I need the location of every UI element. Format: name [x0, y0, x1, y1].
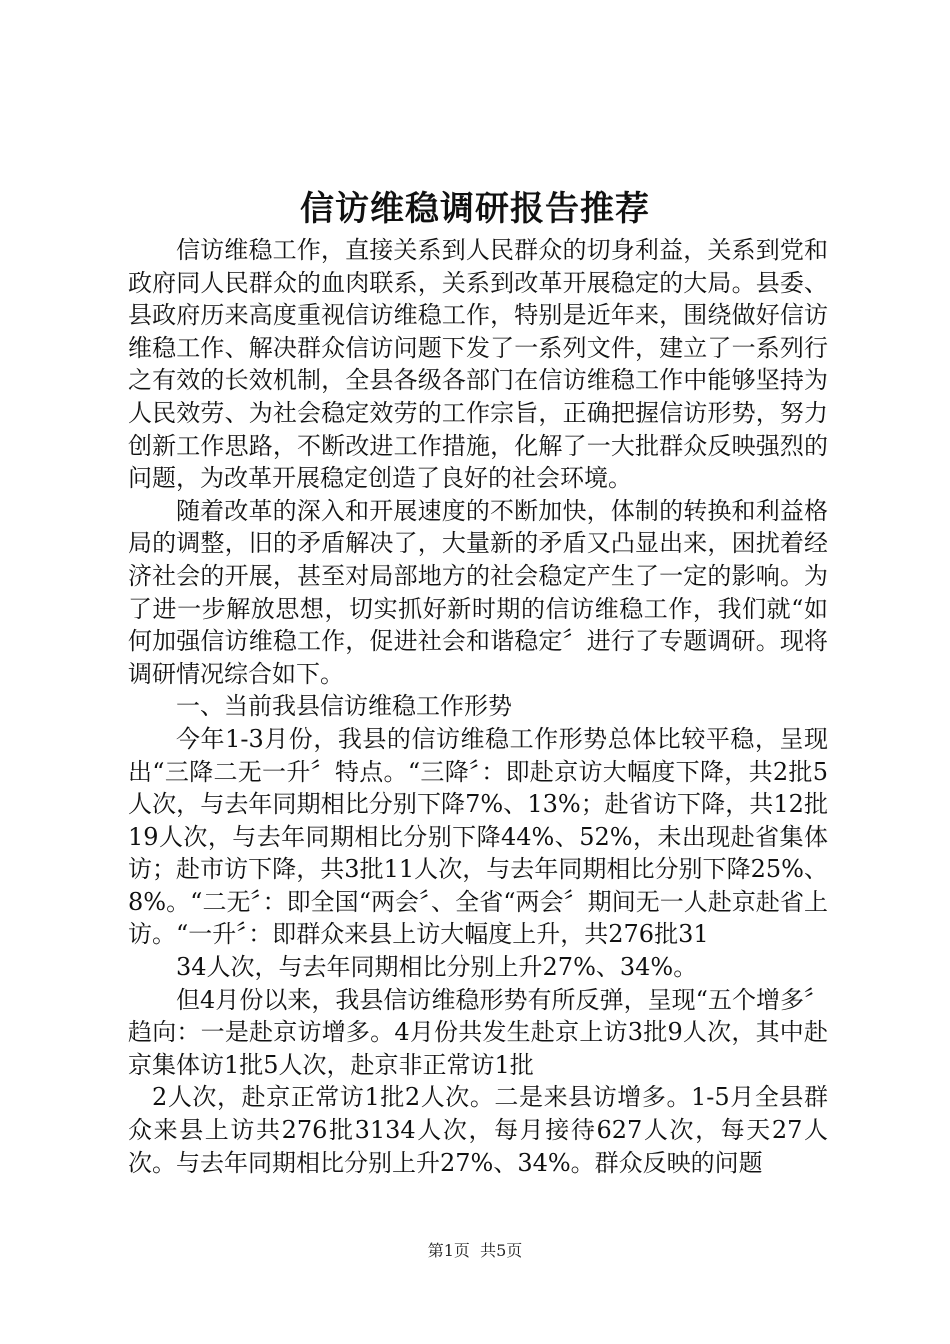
- paragraph-rebound-cont: 2人次，赴京正常访1批2人次。二是来县访增多。1-5月全县群众来县上访共276批3134人次，每月接待627人次，每天27人次。与去年同期相比分别上升27%、34%。群众反映的问题: [128, 1083, 828, 1177]
- document-body: [128, 234, 828, 1179]
- document-title: 信访维稳调研报告推荐: [300, 189, 650, 229]
- page-number: 第1页: [427, 1241, 470, 1260]
- section-heading-1: 一、当前我县信访维稳工作形势: [176, 692, 512, 721]
- paragraph-situation-cont: 34人次，与去年同期相比分别上升27%、34%。: [176, 953, 698, 982]
- paragraph-intro: 信访维稳工作，直接关系到人民群众的切身利益，关系到党和政府同人民群众的血肉联系，关系到改革开展稳定的大局。县委、县政府历来高度重视信访维稳工作，特别是近年来，围绕做好信访维稳工作、解决群众信访问题下发了一系列文件，建立了一系列行之有效的长效机制，全县各级各部门在信访维稳工作中能够坚持为人民效劳、为社会稳定效劳的工作宗旨，正确把握信访形势，努力创新工作思路，不断改进工作措施，化解了一大批群众反映强烈的问题，为改革开展稳定创造了良好的社会环境。: [128, 236, 828, 493]
- page-total: 共5页: [480, 1241, 523, 1260]
- paragraph-background: 随着改革的深入和开展速度的不断加快，体制的转换和利益格局的调整，旧的矛盾解决了，大量新的矛盾又凸显出来，困扰着经济社会的开展，甚至对局部地方的社会稳定产生了一定的影响。为了进一步解放思想，切实抓好新时期的信访维稳工作，我们就“如何加强信访维稳工作，促进社会和谐稳定〞进行了专题调研。现将调研情况综合如下。: [128, 496, 828, 688]
- paragraph-rebound: 但4月份以来，我县信访维稳形势有所反弹，呈现“五个增多〞趋向：一是赴京访增多。4月份共发生赴京上访3批9人次，其中赴京集体访1批5人次，赴京非正常访1批: [128, 985, 828, 1079]
- paragraph-situation: 今年1-3月份，我县的信访维稳工作形势总体比较平稳，呈现出“三降二无一升〞特点。“三降〞：即赴京访大幅度下降，共2批5人次，与去年同期相比分别下降7%、13%；赴省访下降，共12批19人次，与去年同期相比分别下降44%、52%，未出现赴省集体访；赴市访下降，共3批11人次，与去年同期相比分别下降25%、8%。“二无〞：即全国“两会〞、全省“两会〞期间无一人赴京赴省上访。“一升〞：即群众来县上访大幅度上升，共276批31: [128, 724, 828, 949]
- page-footer: [0, 1240, 950, 1262]
